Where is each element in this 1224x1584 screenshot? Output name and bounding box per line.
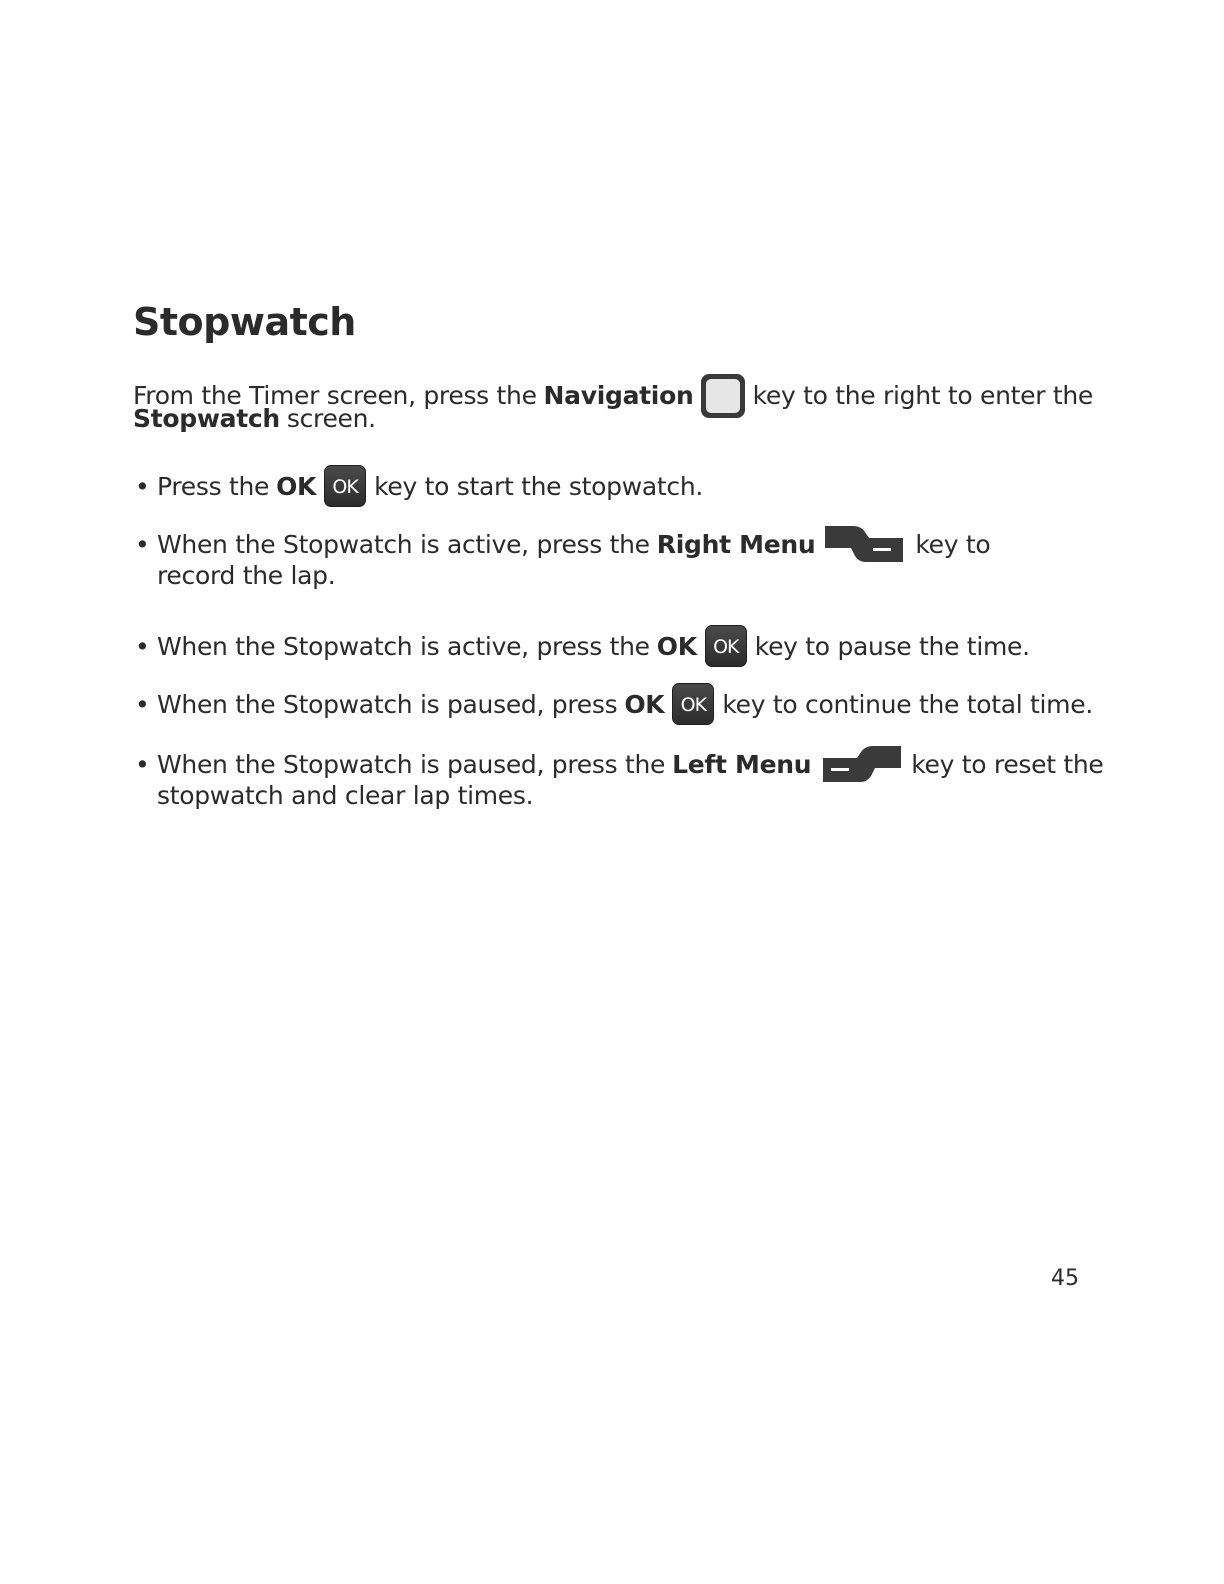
intro-text: screen. (286, 404, 376, 433)
list-item (133, 741, 1113, 811)
list-item (133, 521, 1113, 591)
bullet-dot: • (135, 689, 150, 719)
intro-text: From the Timer screen, press the (133, 381, 537, 410)
stopwatch-label: Stopwatch (133, 404, 280, 433)
bullet-continuation: record the lap. (157, 561, 336, 590)
list-item (133, 681, 1113, 727)
bullet-text: When the Stopwatch is active, press the (157, 631, 650, 661)
bullet-dot: • (135, 631, 150, 661)
bullet-text: When the Stopwatch is paused, press (157, 689, 618, 719)
section-heading: Stopwatch (133, 300, 356, 344)
bullet-text: key to (915, 529, 991, 559)
bullet-text: When the Stopwatch is active, press the (157, 529, 650, 559)
ok-key-icon: OK (672, 683, 714, 725)
bullet-text: key to start the stopwatch. (374, 471, 704, 501)
navigation-label: Navigation (543, 381, 694, 410)
bullet-bold: OK (624, 689, 665, 719)
bullet-bold: OK (276, 471, 317, 501)
bullet-bold: Right Menu (656, 529, 816, 559)
bullet-continuation: stopwatch and clear lap times. (157, 781, 534, 810)
right-menu-key-icon (825, 524, 905, 564)
bullet-text: key to pause the time. (754, 631, 1030, 661)
bullet-dot: • (135, 471, 150, 501)
left-menu-key-icon (821, 744, 901, 784)
bullet-dot: • (135, 529, 150, 559)
ok-key-icon: OK (705, 625, 747, 667)
intro-text: key to the right to enter the (752, 381, 1093, 410)
bullet-bold: OK (656, 631, 697, 661)
bullet-text: Press the (157, 471, 270, 501)
ok-key-icon: OK (324, 465, 366, 507)
bullet-dot: • (135, 749, 150, 779)
bullet-text: key to reset the (911, 749, 1104, 779)
list-item (133, 463, 1113, 509)
list-item (133, 623, 1113, 669)
navigation-key-icon (701, 374, 744, 418)
bullet-text: When the Stopwatch is paused, press the (157, 749, 666, 779)
intro-paragraph (133, 374, 1093, 434)
bullet-bold: Left Menu (672, 749, 812, 779)
page-number: 45 (1051, 1266, 1079, 1291)
bullet-text: key to continue the total time. (722, 689, 1093, 719)
